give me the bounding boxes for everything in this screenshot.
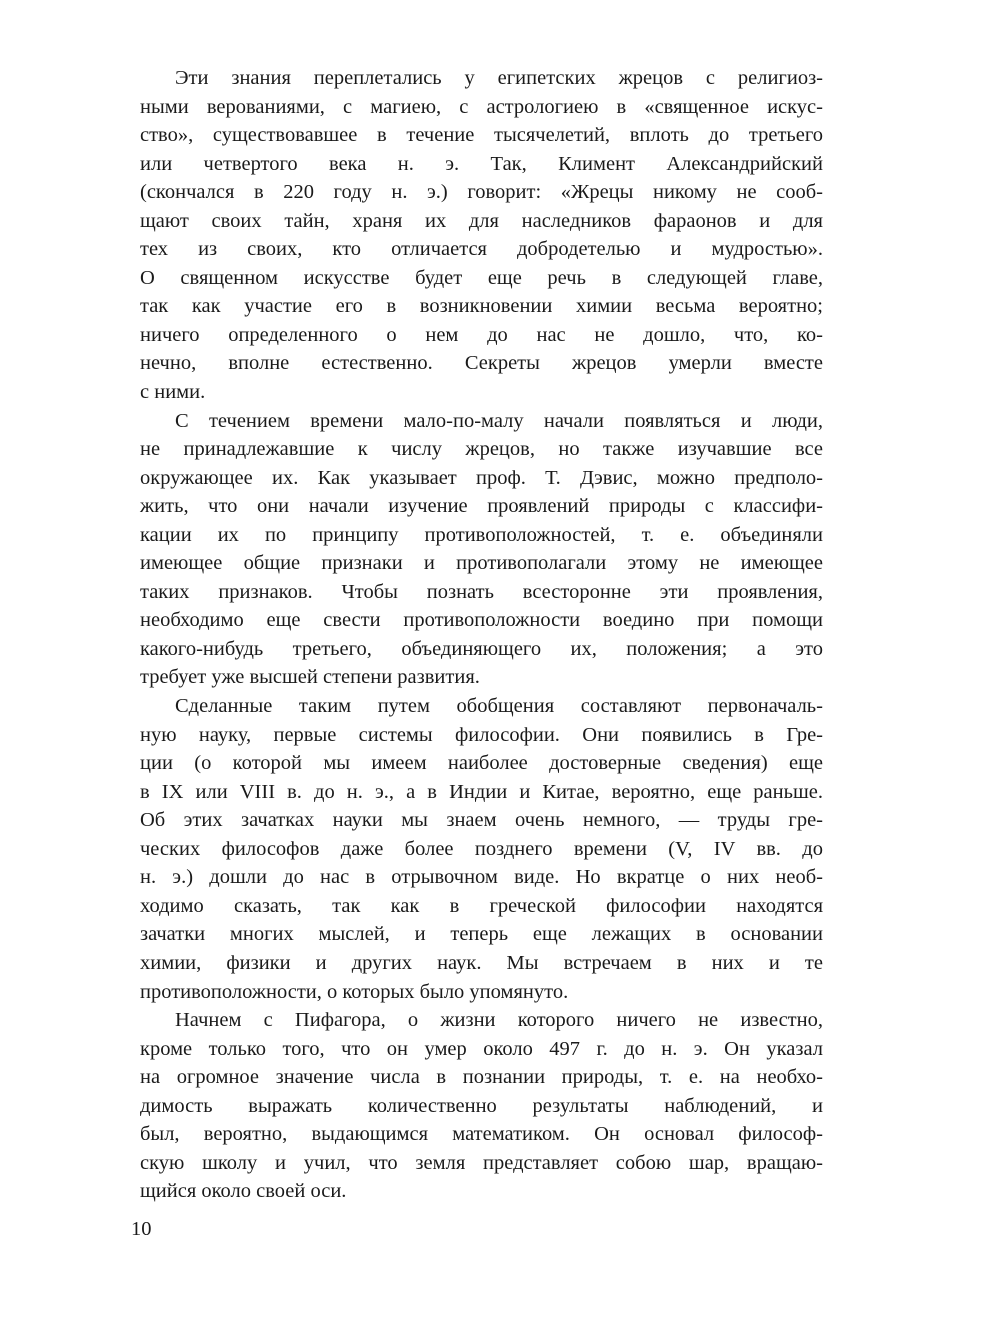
- paragraph: [140, 692, 823, 1006]
- text-line: так как участие его в возникновении химии весьма вероятно;: [140, 295, 823, 318]
- paragraph: [140, 1006, 823, 1206]
- text-line: щают своих тайн, храня их для наследников фараонов и для: [140, 209, 823, 232]
- text-line: ными верованиями, с магиею, с астрологиею в «священное искус-: [140, 95, 823, 118]
- text-line: противоположности, о которых было упомянуто.: [140, 980, 569, 1003]
- text-line: тех из своих, кто отличается добродетелью и мудростью».: [140, 238, 823, 261]
- text-line: ную науку, первые системы философии. Они появились в Гре-: [140, 723, 823, 746]
- text-line: Об этих зачатках науки мы знаем очень немного, — труды гре-: [140, 809, 823, 832]
- text-line: какого-нибудь третьего, объединяющего их, положения; а это: [140, 637, 823, 660]
- text-line: ческих философов даже более позднего времени (V, IV вв. до: [140, 837, 823, 860]
- text-line: кроме только того, что он умер около 497 г. до н. э. Он указал: [140, 1037, 823, 1060]
- text-line: ничего определенного о нем до нас не дошло, что, ко-: [140, 323, 823, 346]
- page-body: [140, 64, 823, 1206]
- text-line: не принадлежавшие к числу жрецов, но также изучавшие все: [140, 438, 823, 461]
- text-line: имеющее общие признаки и противополагали этому не имеющее: [140, 552, 823, 575]
- text-line: химии, физики и других наук. Мы встречаем в них и те: [140, 951, 823, 974]
- text-line: с ними.: [140, 381, 206, 404]
- text-line: щийся около своей оси.: [140, 1180, 347, 1203]
- text-line: необходимо еще свести противоположности воедино при помощи: [140, 609, 823, 632]
- text-line: требует уже высшей степени развития.: [140, 666, 480, 689]
- text-line: Начнем с Пифагора, о жизни которого ничего не известно,: [175, 1009, 823, 1032]
- paragraph: [140, 407, 823, 692]
- text-line: нечно, вполне естественно. Секреты жрецов умерли вместе: [140, 352, 823, 375]
- text-line: в IX или VIII в. до н. э., а в Индии и Китае, вероятно, еще раньше.: [140, 780, 823, 803]
- text-line: жить, что они начали изучение проявлений природы с классифи-: [140, 495, 823, 518]
- text-line: Эти знания переплетались у египетских жрецов с религиоз-: [175, 67, 823, 89]
- text-line: зачатки многих мыслей, и теперь еще лежащих в основании: [140, 923, 823, 946]
- text-line: (скончался в 220 году н. э.) говорит: «Жрецы никому не сооб-: [140, 181, 823, 204]
- text-line: ство», существовавшее в течение тысячелетий, вплоть до третьего: [140, 124, 823, 147]
- text-line: на огромное значение числа в познании природы, т. е. на необхо-: [140, 1066, 823, 1089]
- text-line: или четвертого века н. э. Так, Климент Александрийский: [140, 152, 823, 175]
- text-line: С течением времени мало-по-малу начали появляться и люди,: [175, 409, 823, 432]
- text-line: н. э.) дошли до нас в отрывочном виде. Но вкратце о них необ-: [140, 866, 823, 889]
- paragraph: [140, 64, 823, 407]
- text-line: ходимо сказать, так как в греческой философии находятся: [140, 894, 823, 917]
- text-line: димость выражать количественно результаты наблюдений, и: [140, 1094, 823, 1117]
- text-line: скую школу и учил, что земля представляет собою шар, вращаю-: [140, 1151, 823, 1174]
- text-line: таких признаков. Чтобы познать всесторонне эти проявления,: [140, 580, 823, 603]
- text-line: окружающее их. Как указывает проф. Т. Дэвис, можно предполо-: [140, 466, 823, 489]
- text-line: Сделанные таким путем обобщения составляют первоначаль-: [175, 695, 823, 718]
- text-line: кации их по принципу противоположностей, т. е. объединяли: [140, 523, 823, 546]
- text-line: был, вероятно, выдающимся математиком. Он основал философ-: [140, 1123, 823, 1146]
- text-line: ции (о которой мы имеем наиболее достоверные сведения) еще: [140, 752, 823, 775]
- text-line: О священном искусстве будет еще речь в следующей главе,: [140, 266, 823, 289]
- page-number: 10: [131, 1218, 152, 1240]
